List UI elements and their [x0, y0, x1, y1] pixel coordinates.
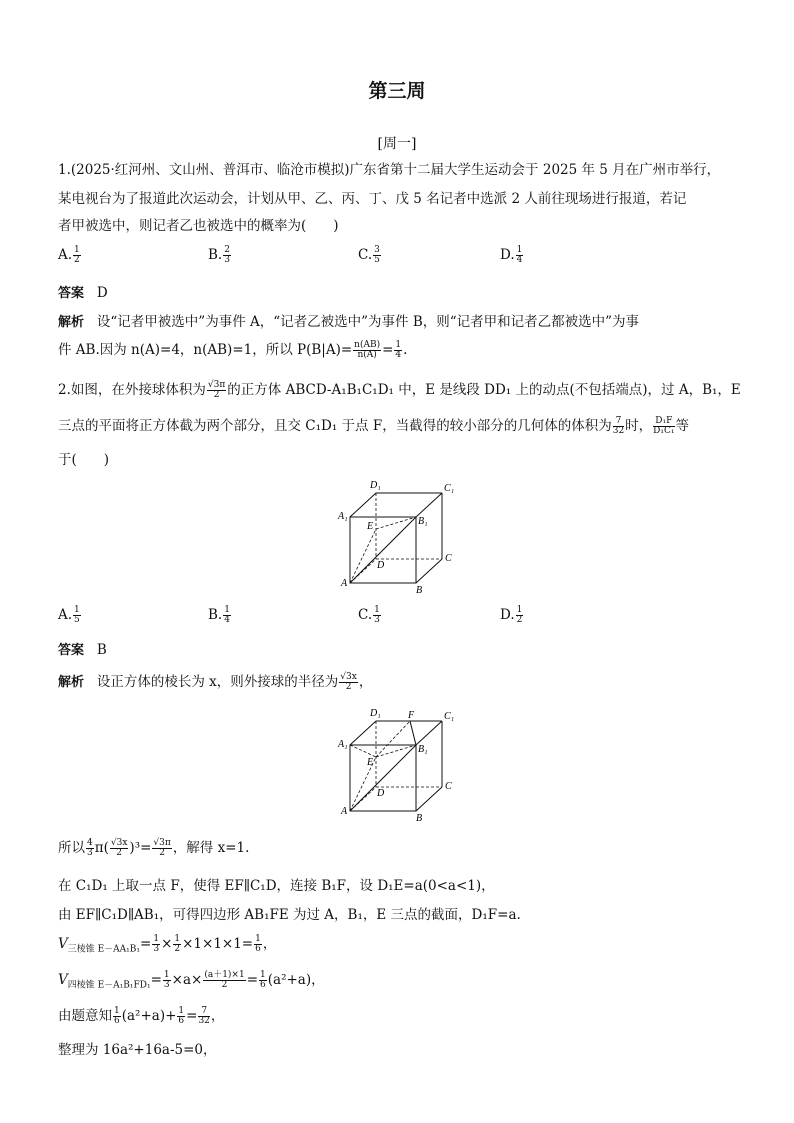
fig2-label-d: D — [377, 788, 385, 799]
fig1-label-b: B — [416, 585, 423, 596]
q2-step2: 在 C₁D₁ 上取一点 F，使得 EF∥C₁D，连接 B₁F，设 D₁E=a(0<a<1)， — [58, 878, 495, 894]
fig1-label-c1: C₁ — [444, 483, 455, 494]
fig2-label-b: B — [416, 813, 423, 824]
fig2-label-a: A — [341, 806, 348, 817]
fig1-label-d: D — [377, 560, 385, 571]
q1-option-b: B. $\frac{2}{3}$ — [208, 245, 230, 265]
fig1-label-d1: D₁ — [370, 480, 381, 491]
fig2-label-e: E — [367, 757, 374, 768]
q1-answer: 答案 D — [58, 285, 108, 301]
fig2-label-c1: C₁ — [444, 711, 455, 722]
fig1-label-a: A — [341, 578, 348, 589]
fig2-label-f: F — [408, 710, 415, 721]
q2-option-a: A. $\frac{1}{5}$ — [58, 605, 80, 625]
section-subtitle: [周一] — [377, 136, 417, 152]
q1-line2: 某电视台为了报道此次运动会，计划从甲、乙、丙、丁、戊 5 名记者中选派 2 人前往现场进行报道，若记 — [58, 191, 687, 207]
q2-step6: 由题意知 $\frac{1}{6}$ (a²+a)+ $\frac{1}{6}$ = $\frac{7}{32}$ ， — [58, 1006, 225, 1026]
q2-line3: 于( ) — [58, 452, 110, 468]
q2-step4: $V_{三棱锥 E-AA_1B_1}=$ $\frac{1}{3}$ × $\frac{1}{2}$ ×1×1×1= $\frac{1}{6}$ ， — [58, 934, 277, 955]
fig2-label-d1: D₁ — [370, 708, 381, 719]
q2-step3: 由 EF∥C₁D∥AB₁，可得四边形 AB₁FE 为过 A，B₁，E 三点的截面，D₁F=a. — [58, 907, 521, 923]
q2-step5: $V_{四棱锥 E-A_1B_1FD_1}=$ $\frac{1}{3}$ ×a× $\frac{(a+1)\times 1}{2}$ = $\frac{1}{6}$ (a²+a)， — [58, 970, 325, 991]
q2-option-d: D. $\frac{1}{2}$ — [500, 605, 523, 625]
fig1-label-e: E — [367, 521, 374, 532]
q2-option-c: C. $\frac{1}{3}$ — [358, 605, 380, 625]
fig2-label-a1: A₁ — [338, 739, 348, 750]
q1-line3: 者甲被选中，则记者乙也被选中的概率为( ) — [58, 218, 339, 234]
q2-line2: 三点的平面将正方体截为两个部分，且交 C₁D₁ 于点 F，当截得的较小部分的几何体的体积为 $\frac{7}{32}$ 时， $\frac{\text{D₁F}}{\text{D₁C₁}}$ 等 — [58, 416, 689, 436]
cube-figure-2 — [330, 702, 470, 824]
fig1-label-a1: A₁ — [338, 511, 348, 522]
q2-step7: 整理为 16a²+16a-5=0， — [58, 1042, 217, 1058]
fig1-label-c: C — [445, 553, 452, 564]
q2-analysis-line1: 解析 设正方体的棱长为 x，则外接球的半径为 $\frac{√3x}{2}$ ， — [58, 672, 373, 692]
q2-line1: 2.如图，在外接球体积为 $\frac{√3\pi}{2}$ 的正方体 ABCD-A₁B₁C₁D₁ 中，E 是线段 DD₁ 上的动点(不包括端点)，过 A，B₁，E — [58, 380, 741, 400]
q2-answer: 答案 B — [58, 642, 107, 658]
q2-step1: 所以 $\frac{4}{3}$ π( $\frac{√3x}{2}$ )³= $\frac{√3\pi}{2}$ ，解得 x=1. — [58, 838, 250, 858]
q1-option-c: C. $\frac{3}{5}$ — [358, 245, 380, 265]
q1-line1: 1.(2025·红河州、文山州、普洱市、临沧市模拟)广东省第十二届大学生运动会于 2025 年 5 月在广州市举行， — [58, 162, 721, 178]
q1-analysis-line2: 件 AB.因为 n(A)=4，n(AB)=1，所以 P(B|A)= $\frac{n(AB)}{n(A)}$ = $\frac{1}{4}$ . — [58, 340, 408, 360]
q1-option-a: A. $\frac{1}{2}$ — [58, 245, 80, 265]
fig2-label-b1: B₁ — [418, 744, 428, 755]
cube-figure-1 — [330, 474, 470, 596]
q1-option-d: D. $\frac{1}{4}$ — [500, 245, 523, 265]
fig1-label-b1: B₁ — [418, 516, 428, 527]
fig2-label-c: C — [445, 781, 452, 792]
q1-analysis-line1: 解析 设“记者甲被选中”为事件 A，“记者乙被选中”为事件 B，则“记者甲和记者乙都被选中”为事 — [58, 314, 640, 330]
q2-option-b: B. $\frac{1}{4}$ — [208, 605, 230, 625]
page-title: 第三周 — [368, 80, 426, 102]
